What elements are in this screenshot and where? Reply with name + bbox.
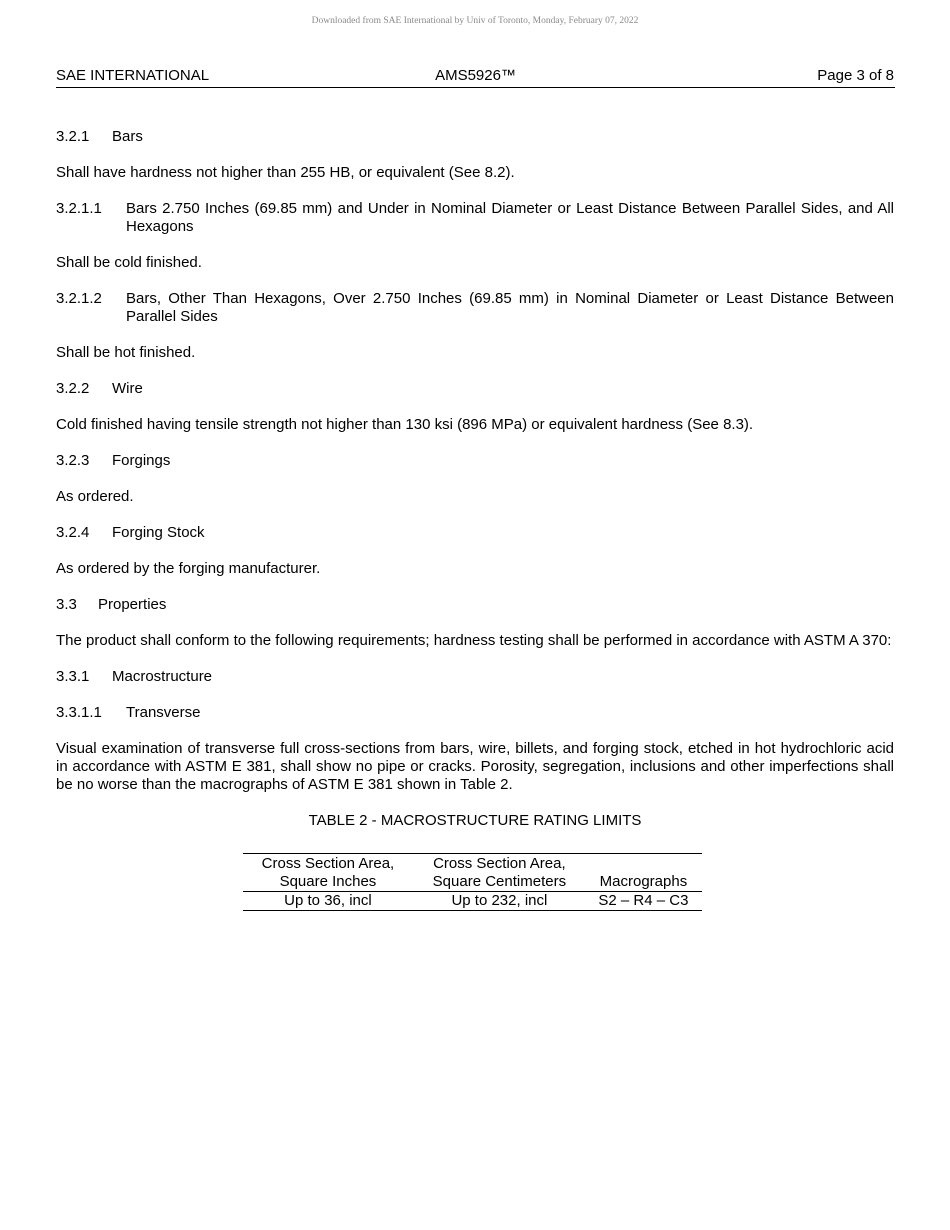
header-cross-section-sq-in [243,854,414,892]
section-title: Bars, Other Than Hexagons, Over 2.750 Inches (69.85 mm) in Nominal Diameter or Least Distance Between Parallel Sides [126,290,894,325]
section-3-3-1-heading [56,668,894,686]
header-cross-section-sq-cm [413,854,585,892]
section-3-2-4-text: As ordered by the forging manufacturer. [56,560,321,577]
document-body [56,128,894,911]
section-3-2-1-1-text: Shall be cold finished. [56,254,202,271]
table-cell: S2 – R4 – C3 [598,892,689,909]
section-3-3-text: The product shall conform to the following requirements; hardness testing shall be performed in accordance with ASTM A 370: [56,632,892,649]
table-2-title: TABLE 2 - MACROSTRUCTURE RATING LIMITS [308,812,642,829]
table-cell: Up to 232, incl [451,892,548,909]
section-3-2-1-text: Shall have hardness not higher than 255 HB, or equivalent (See 8.2). [56,164,515,181]
page-header [56,67,895,88]
section-3-2-1-1-heading [56,200,894,236]
section-3-3-heading [56,596,894,614]
table-header-row [243,854,702,892]
section-title: Transverse [126,704,201,721]
publisher-name: SAE INTERNATIONAL [56,67,210,84]
section-number: 3.3 [56,596,77,613]
section-number: 3.2.2 [56,380,90,397]
section-title: Macrostructure [112,668,213,685]
section-number: 3.2.1.1 [56,200,102,217]
section-3-2-3-heading [56,452,894,470]
section-number: 3.2.1 [56,128,90,145]
document-number: AMS5926™ [435,67,516,84]
section-3-2-2-heading [56,380,894,398]
section-title: Forgings [112,452,171,469]
section-title: Forging Stock [112,524,205,541]
section-number: 3.2.3 [56,452,90,469]
section-3-2-1-2-heading [56,290,894,326]
section-number: 3.2.4 [56,524,90,541]
section-number: 3.2.1.2 [56,290,102,307]
macrostructure-table [243,853,702,911]
section-3-2-4-heading [56,524,894,542]
section-title: Wire [112,380,143,397]
header-line: Square Centimeters [432,873,567,890]
section-3-3-1-1-text: Visual examination of transverse full cross-sections from bars, wire, billets, and forging stock, etched in hot hydrochloric acid in accordance with ASTM E 381, shall show no pipe or cracks. Porosity, segregation, inclusions and other imperfections shall be no worse than the macrographs of ASTM E 381 shown in Table 2. [56,740,894,793]
download-watermark: Downloaded from SAE International by Univ of Toronto, Monday, February 07, 2022 [311,16,639,26]
section-number: 3.3.1.1 [56,704,102,721]
header-line: Cross Section Area, [261,855,395,872]
section-3-2-1-2-text: Shall be hot finished. [56,344,196,361]
section-3-2-2-text: Cold finished having tensile strength not higher than 130 ksi (896 MPa) or equivalent hardness (See 8.3). [56,416,754,433]
section-title: Bars [112,128,143,145]
section-3-3-1-1-heading [56,704,894,722]
section-3-2-1-heading [56,128,894,146]
header-line: Square Inches [279,873,377,890]
table-cell: Up to 36, incl [284,892,372,909]
header-line: Macrographs [599,873,688,890]
section-3-2-3-text: As ordered. [56,488,134,505]
page-number: Page 3 of 8 [817,67,894,84]
header-macrographs [585,854,701,892]
table-row [243,892,702,911]
header-line: Cross Section Area, [433,855,566,872]
section-title: Properties [98,596,167,613]
section-number: 3.3.1 [56,668,90,685]
section-title: Bars 2.750 Inches (69.85 mm) and Under in Nominal Diameter or Least Distance Between Parallel Sides, and All Hexagons [126,200,894,235]
